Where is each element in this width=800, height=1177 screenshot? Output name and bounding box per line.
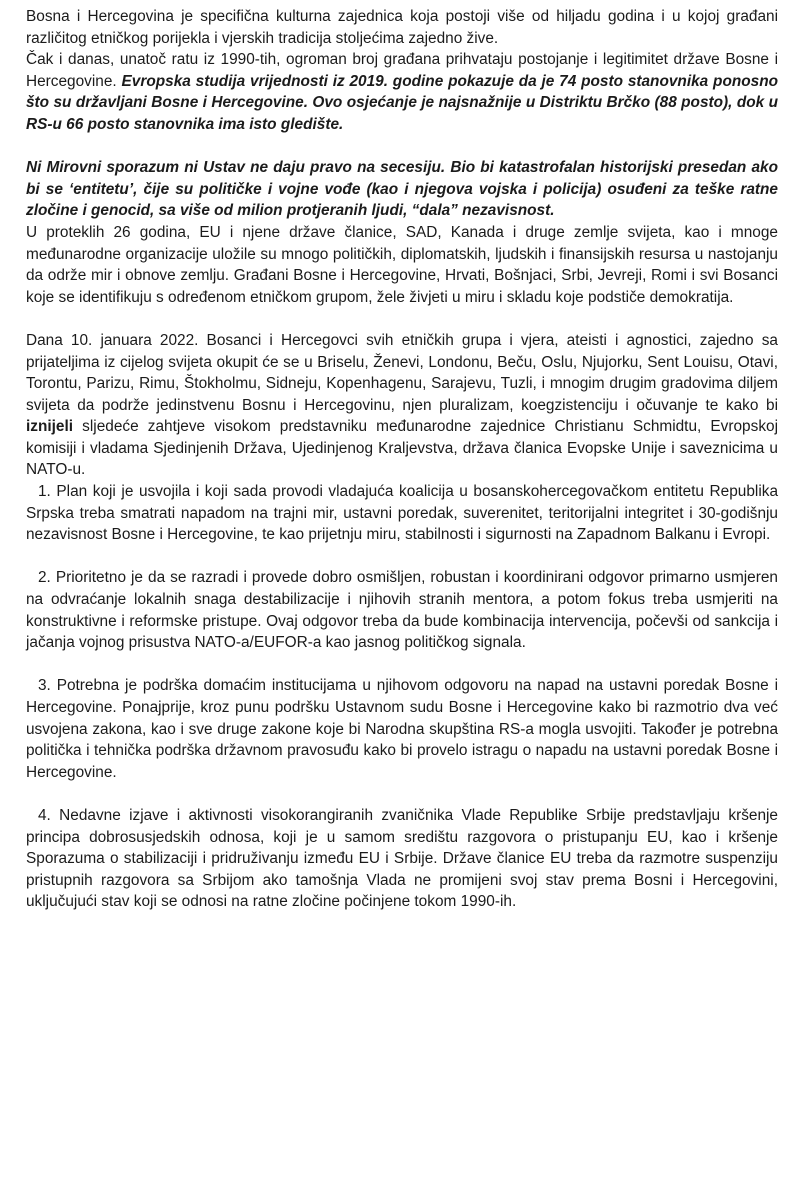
paragraph-intro: Bosna i Hercegovina je specifična kulturna zajednica koja postoji više od hiljadu godina i u kojoj građani različitog etničkog porijekla i vjerskih tradicija stoljećima zajedno žive. bbox=[26, 8, 778, 47]
paragraph-legitimacy-emphasis: Evropska studija vrijednosti iz 2019. godine pokazuje da je 74 posto stanovnika ponosno što su državljani Bosne i Hercegovine. Ovo osjećanje je najsnažnije u Distriktu Brčko (88 posto), dok u RS-u 66 posto stanovnika ima isto gledište. bbox=[26, 72, 779, 133]
paragraph-spacer bbox=[26, 783, 778, 805]
paragraph-rally-lead: Dana 10. januara 2022. Bosanci i Hercegovci svih etničkih grupa i vjera, ateisti i agnostici, zajedno sa prijateljima iz cijelog svijeta okupit će se u Briselu, Ženevi, Londonu, Beču, Oslu, Njujorku, Sent Louisu, Otavi, Torontu, Parizu, Rimu, Štokholmu, Sidneju, Kopenhagenu, Sarajevu, Tuzli, i mnogim drugim gradovima diljem svijeta da podrže jedinstvenu Bosnu i Hercegovinu, njen pluralizam, koegzistenciju i očuvanje te kako bi bbox=[26, 331, 778, 414]
document-body bbox=[26, 6, 778, 913]
paragraph-investment: U proteklih 26 godina, EU i njene države članice, SAD, Kanada i druge zemlje svijeta, kao i mnoge međunarodne organizacije uložile su mnogo političkih, diplomatskih, ljudskih i finansijskih resursa u nastojanju da održe mir i obnove zemlju. Građani Bosne i Hercegovine, Hrvati, Bošnjaci, Srbi, Jevreji, Romi i svi Bosanci koje se identifikuju s određenom etničkom grupom, žele živjeti u miru i skladu koje podstiče demokratija. bbox=[26, 223, 778, 306]
paragraph-secession: Ni Mirovni sporazum ni Ustav ne daju pravo na secesiju. Bio bi katastrofalan historijski presedan ako bi se ‘entitetu’, čije su političke i vojne vođe (kao i njegova vojska i policija) osuđeni za teške ratne zločine i genocid, sa više od milion protjeranih ljudi, “dala” nezavisnost. bbox=[26, 159, 778, 220]
paragraph-rally-bold: iznijeli bbox=[26, 418, 74, 436]
paragraph-spacer bbox=[26, 654, 778, 676]
demand-item-3: 3. Potrebna je podrška domaćim institucijama u njihovom odgovoru na napad na ustavni poredak Bosne i Hercegovine. Ponajprije, kroz punu podršku Ustavnom sudu Bosne i Hercegovine kako bi razmotrio dva već usvojena zakona, kao i sve druge zakone koje bi Narodna skupština RS-a mogla usvojiti. Također je potrebna politička i tehnička podrška državnom pravosuđu kako bi provelo istragu o napadu na ustavni poredak Bosne i Hercegovine. bbox=[26, 677, 778, 781]
paragraph-rally bbox=[26, 330, 778, 481]
paragraph-legitimacy-lead: Čak i danas, unatoč ratu iz 1990-tih, ogroman broj građana prihvataju postojanje i legitimitet države Bosne i Hercegovine. bbox=[26, 51, 778, 90]
demand-item-1: 1. Plan koji je usvojila i koji sada provodi vladajuća koalicija u bosanskohercegovačkom entitetu Republika Srpska treba smatrati napadom na trajni mir, ustavni poredak, suverenitet, teritorijalni integritet i 30-godišnju nezavisnost Bosne i Hercegovine, te kao prijetnju miru, stabilnosti i sigurnosti na Zapadnom Balkanu i Evropi. bbox=[26, 483, 778, 544]
paragraph-legitimacy bbox=[26, 49, 778, 135]
paragraph-spacer bbox=[26, 546, 778, 568]
paragraph-rally-tail: sljedeće zahtjeve visokom predstavniku međunarodne zajednice Christianu Schmidtu, Evropskoj komisiji i vladama Sjedinjenih Država, Ujedinjenog Kraljevstva, država članica Evopske Unije i saveznicima u NATO-u. bbox=[26, 418, 778, 479]
paragraph-spacer bbox=[26, 136, 778, 158]
demand-item-2: 2. Prioritetno je da se razradi i provede dobro osmišljen, robustan i koordinirani odgovor primarno usmjeren na odvraćanje lokalnih snaga destabilizacije i njihovih stranih mentora, a potom fokus treba usmjeriti na konstruktivne i reformske pristupe. Ovaj odgovor treba da bude kombinacija intervencija, počevši od sankcija i jačanja vojnog prisustva NATO-a/EUFOR-a kao jasnog političkog signala. bbox=[26, 569, 778, 652]
demand-item-4: 4. Nedavne izjave i aktivnosti visokorangiranih zvaničnika Vlade Republike Srbije predstavljaju kršenje principa dobrosusjedskih odnosa, koji je u samom središtu razgovora o pristupanju EU, kao i kršenje Sporazuma o stabilizaciji i pridruživanju između EU i Srbije. Države članice EU treba da razmotre suspenziju pristupnih razgovora sa Srbijom ako tamošnja Vlada ne promijeni svoj stav prema Bosni i Hercegovini, uključujući stav koji se odnosi na ratne zločine počinjene tokom 1990-ih. bbox=[26, 806, 778, 911]
paragraph-spacer bbox=[26, 308, 778, 330]
